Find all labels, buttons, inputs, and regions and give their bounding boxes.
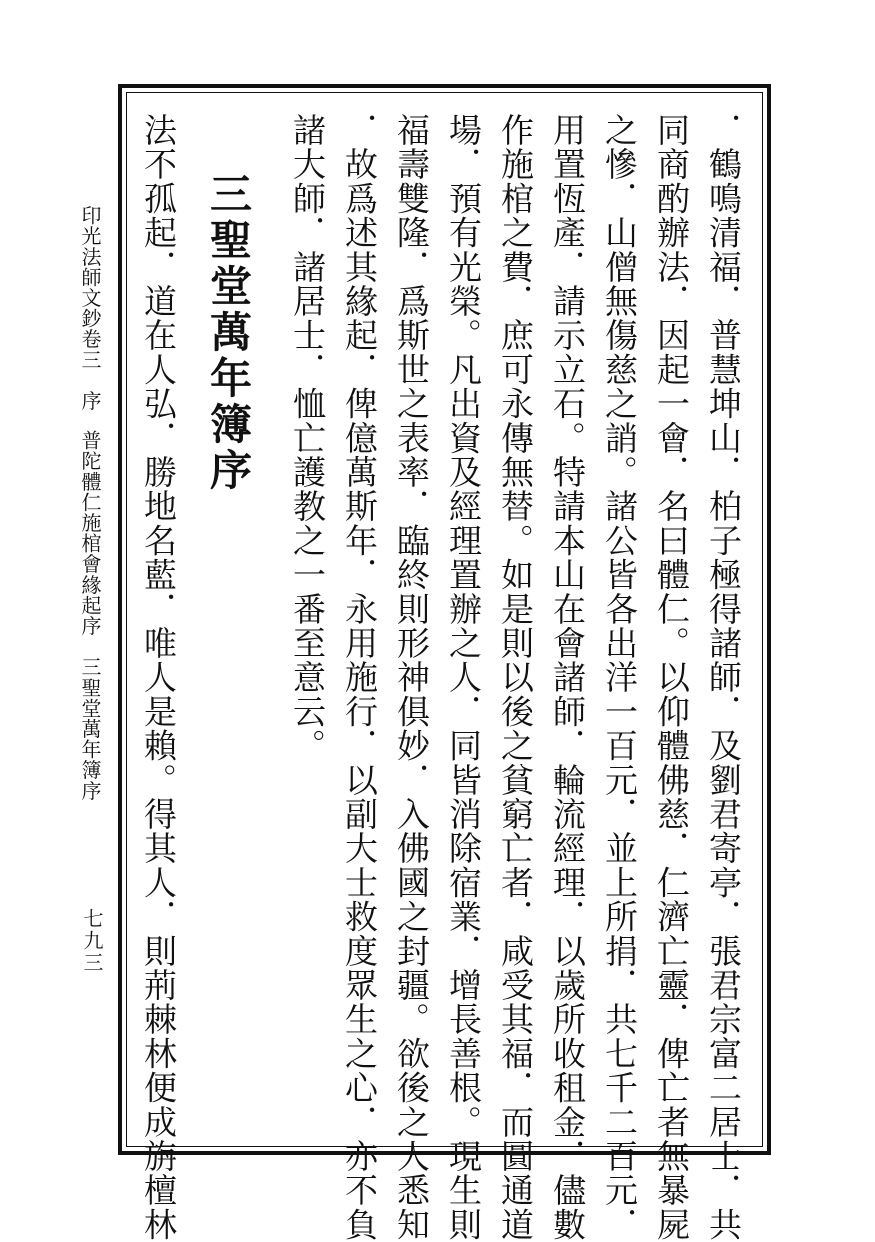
text-column-5: 作施棺之費．庶可永傳無替。如是則以後之貧窮亡者．咸受其福．而圓通道 [496, 113, 535, 1242]
margin-chapter-titles: 普陀體仁施棺會緣起序 三聖堂萬年簿序 [78, 430, 102, 801]
text-column-6: 場．預有光榮。凡出資及經理置辦之人．同皆消除宿業．增長善根。現生則 [444, 113, 483, 1242]
text-column-3: 之慘．山僧無傷慈之誚。諸公皆各出洋一百元．並上所捐．共七千二百元． [600, 113, 639, 1242]
margin-book-title: 印光法師文鈔卷三 序 [78, 205, 102, 411]
text-column-1: ．鶴鳴清福．普慧坤山．柏子極得諸師．及劉君寄亭．張君宗富二居士．共 [704, 113, 743, 1242]
text-column-2: 同商酌辦法．因起一會．名曰體仁。以仰體佛慈．仁濟亡靈．俾亡者無暴屍 [652, 113, 691, 1242]
text-column-4: 用置恆產．請示立石。特請本山在會諸師．輪流經理．以歲所收租金．儘數 [548, 113, 587, 1242]
text-column-final: 法不孤起．道在人弘．勝地名藍．唯人是賴。得其人．則荊棘林便成旃檀林 [139, 113, 178, 1242]
text-column-8: ．故爲述其緣起．俾億萬斯年．永用施行．以副大士救度眾生之心．亦不負 [340, 113, 379, 1242]
page-number: 七九三 [80, 908, 104, 974]
section-title: 三聖堂萬年簿序 [204, 172, 253, 494]
text-column-7: 福壽雙隆．爲斯世之表率．臨終則形神俱妙．入佛國之封疆。欲後之人悉知 [392, 113, 431, 1242]
text-column-9: 諸大師．諸居士．恤亡護教之一番至意云。 [288, 113, 327, 763]
